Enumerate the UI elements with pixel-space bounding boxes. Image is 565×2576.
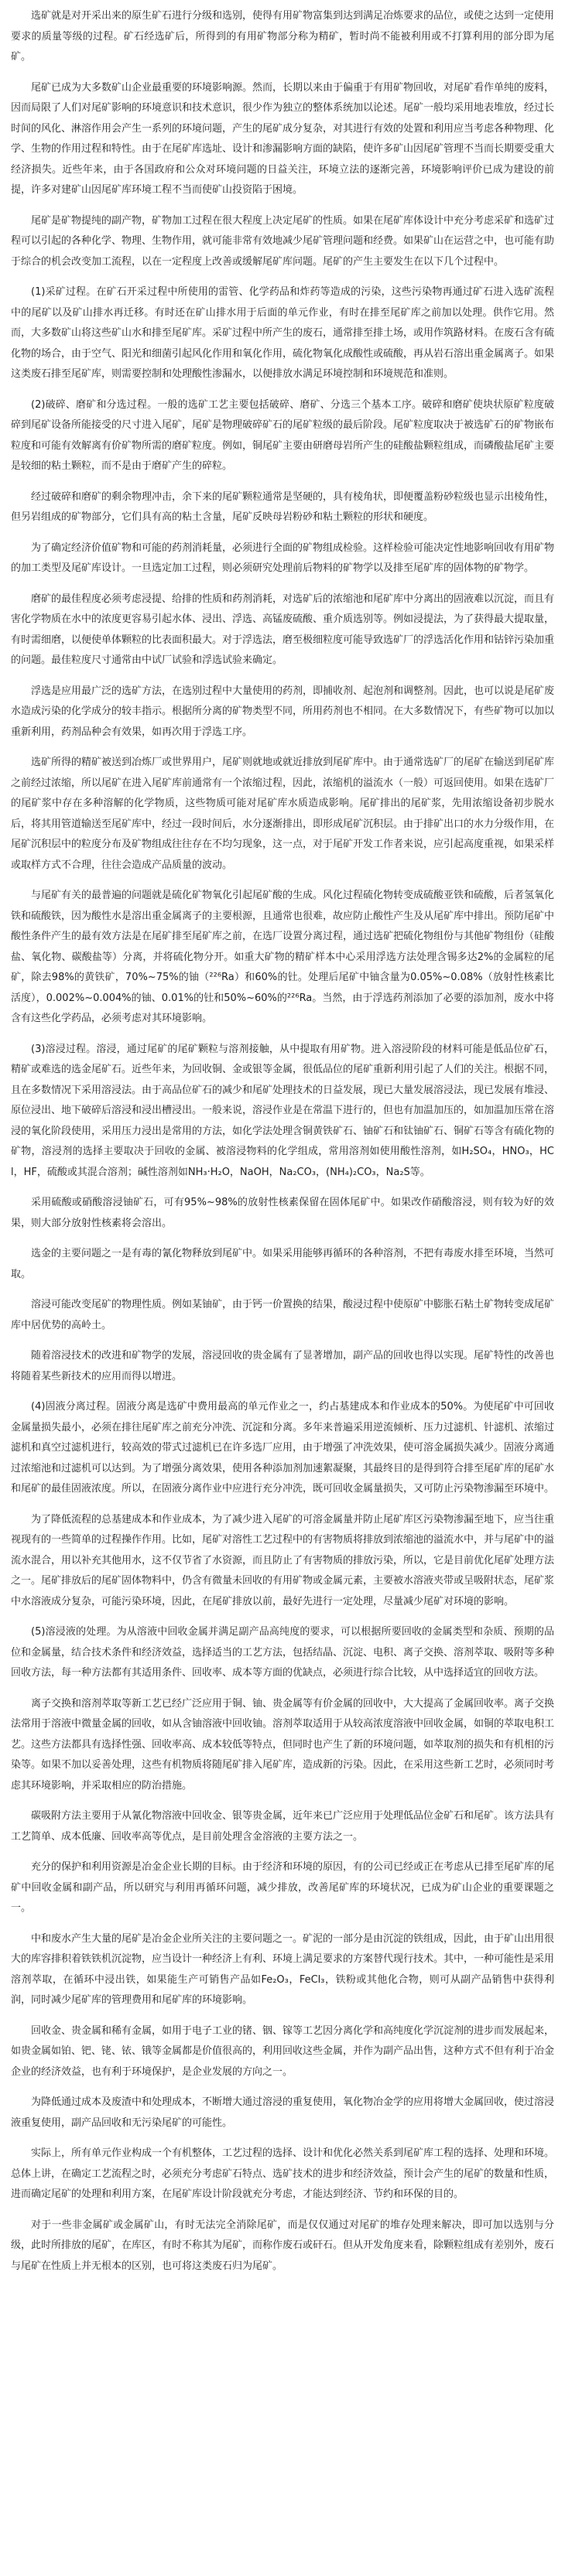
- paragraph-uranium-leaching: 采用硫酸或硝酸溶浸铀矿石，可有95%~98%的放射性核素保留在固体尾矿中。如果改作硝酸溶浸，则有较为好的效果，则大部分放射性核素将会溶出。: [11, 1197, 554, 1229]
- paragraph-carbon-adsorption: 碳吸附方法主要用于从氰化物溶液中回收金、银等贵金属，近年来已广泛应用于处理低品位金矿石和尾矿。该方法具有工艺简单、成本低廉、回收率高等优点，是目前处理含金溶液的主要方法之一。: [11, 1810, 555, 1843]
- paragraph-sulfide-oxidation: 与尾矿有关的最普遍的问题就是硫化矿物氧化引起尾矿酸的生成。风化过程硫化物转变成硫酸亚铁和硫酸，后者氢氧化铁和硫酸铁，因为酸性水是溶出重金属离子的主要根源，且通常也很难，故应防止酸性产生及从尾矿库中排出。预防尾矿中酸性条件产生的最有效方法是在尾矿排至尾矿库之前，在选厂设置分离过程，通过选矿把硫化物组份与其他矿物组份（硅酸盐、氧化物、碳酸盐等）分离，并将硫化物分开。如重大矿物的精矿样本中心采用浮选方法处理含锡多达2%的金属粒的尾矿，除去98%的黄铁矿，70%~75%的铀（²²⁶Ra）和60%的钍。处理后尾矿中铀含量为0.05%~0.08%（放射性核素比活度），0.002%~0.004%的铀、0.01%的钍和50%~60%的²²⁶Ra。当然，由于浮选药剂添加了必要的添加剂，废水中将含有这些化学药品，必须考虑对其环境影响。: [11, 890, 555, 1024]
- paragraph-mining-process: (1)采矿过程。在矿石开采过程中所使用的雷管、化学药品和炸药等造成的污染，这些污染物再通过矿石进入选矿流程中的尾矿以及矿山排水再迁移。有时还在矿山排水用于后面的单元作业，有时在排至尾矿库之前加以处理。供作它用。然而，大多数矿山将这些矿山水和排至尾矿库。采矿过程中所产生的废石，通常排至排土场，或用作筑路材料。在废石含有硫化物的场合，由于空气、阳光和细菌引起风化作用和氧化作用，硫化物氧化成酸性或硫酸，再从岩石溶出重金属离子。如果这类废石排至尾矿库，则需要控制和处理酸性渗漏水，以便排放水满足环境控制和环境规范和准则。: [11, 286, 555, 380]
- paragraph-neutralization: 中和废水产生大量的尾矿是冶金企业所关注的主要问题之一。矿泥的一部分是由沉淀的铁组成，因此，由于矿山出用很大的库容排积着铁铁机沉淀物，应当设计一种经济上有利、环境上满足要求的方案替代现行技术。其中，一种可能性是采用溶剂萃取，在循环中浸出铁，如果能生产可销售产品如Fe₂O₃，FeCl₃，铁粉或其他化合物，则可从副产品销售中获得利润，同时减少尾矿库的管理费用和尾矿库的环境影响。: [11, 1932, 555, 2006]
- paragraph-leaching-process: (3)溶浸过程。溶浸，通过尾矿的尾矿颗粒与溶剂接触，从中提取有用矿物。进入溶浸阶段的材料可能是低品位矿石，精矿或难选的选金尾矿石。近些年来，为回收铜、金或银等金属，很低品位的尾矿重新利用引起了人们的关注。根据不同，且在多数情况下采用溶浸法。由于高品位矿石的减少和尾矿处理技术的日益发展，现已大量发展溶浸法，现已发展有堆浸、原位浸出、地下破碎后溶浸和浸出槽浸出。一般来说，溶浸作业是在常温下进行的，但也有加温加压的，如加温加压常在溶浸的氧化阶段使用，采用压力浸出是常用的方法，如化学法处理含铜黄铁矿石、铀矿石和钛铀矿石、铜矿石等含有硫化物的矿物，溶浸剂的选择主要取决于回收的金属、被溶浸物料的化学组成，常用溶剂如使用酸性溶剂，如H₂SO₄，HNO₃，HCl，HF，硫酸或其混合溶剂；碱性溶剂如NH₃·H₂O，NaOH，Na₂CO₃，(NH₄)₂CO₃，Na₂S等。: [11, 1043, 555, 1178]
- paragraph-environmental-impact: 尾矿已成为大多数矿山企业最重要的环境影响源。然而，长期以来由于偏重于有用矿物回收，对尾矿看作单纯的废料，因而局限了人们对尾矿影响的环境意识和技术意识，很少作为独立的整体系统加以论述。尾矿一般均采用地表堆放，经过长时间的风化、淋溶作用会产生一系列的环境问题，产生的尾矿成分复杂，对其进行有效的处置和利用应当考虑各种物理、化学、生物的作用过程和特性。由于在尾矿库选址、设计和渗漏影响方面的缺陷，使许多矿山因尾矿管理不当而长期要受重大经济损失。近些年来，由于各国政府和公众对环境问题的日益关注，环境立法的逐渐完善，环境影响评价已成为建设的前提，许多对建矿山因尾矿库环境工程不当而使矿山投资陷于困境。: [11, 81, 555, 196]
- paragraph-ion-exchange: 离子交换和溶剂萃取等新工艺已经广泛应用于铜、铀、贵金属等有价金属的回收中，大大提高了金属回收率。离子交换法常用于溶液中微量金属的回收，如从含铀溶液中回收铀。溶剂萃取适用于从较高浓度溶液中回收金属，如铜的萃取电积工艺。这些方法都具有选择性强、回收率高、成本较低等特点，但同时也产生了新的环境问题，如萃取剂的损失和有机相的污染等。如果不加以妥善处理，这些有机物质将随尾矿排入尾矿库，造成新的污染。因此，在采用这些新工艺时，必须同时考虑其环境影响，并采取相应的防治措施。: [11, 1697, 555, 1792]
- paragraph-crushing-grinding: (2)破碎、磨矿和分选过程。一般的选矿工艺主要包括破碎、磨矿、分选三个基本工序。破碎和磨矿使块状原矿粒度破碎到尾矿设备所能接受的尺寸进入尾矿，尾矿是物理破碎矿石的尾矿粒级的最后阶段。尾矿粒度取决于被选矿石的矿物嵌布粒度和可能有效解离有价矿物所需的磨矿粒度。例如，铜尾矿主要由研磨母岩所产生的硅酸盐颗粒组成，而磷酸盐尾矿主要是较细的粘土颗粒，而不是由于磨矿产生的碎粒。: [11, 398, 555, 472]
- paragraph-intro: 选矿就是对开采出来的原生矿石进行分级和选别，使得有用矿物富集到达到满足冶炼要求的品位，或使之达到一定使用要求的质量等级的过程。矿石经选矿后，所得到的有用矿物部分称为精矿，暂时尚不能被利用或不打算利用的部分即为尾矿。: [11, 10, 555, 63]
- paragraph-cost-lowering: 为降低通过成本及废渣中和处理成本，不断增大通过溶浸的重复使用，氧化物冶金学的应用将增大金属回收，使过溶浸液重复使用，副产品回收和无污染尾矿的可能性。: [11, 2096, 555, 2129]
- paragraph-grinding-degree: 磨矿的最佳程度必须考虑浸提、给排的性质和药剂消耗，对选矿后的浓缩池和尾矿库中分离出的固液难以沉淀，而且有害化学物质在水中的浓度更容易引起水体、浸出、浮选、高锰废硫酸、重介质选别等。例如浸提法，为了获得最大提取量，有时需细磨，以便使单体颗粒的比表面积最大。对于浮选法，磨至极细粒度可能导致选矿厂的浮选活化作用和钴锌污染加重的问题。最佳粒度尺寸通常由中试厂试验和浮选试验来确定。: [11, 593, 555, 666]
- paragraph-tailings-discharge: 选矿所得的精矿被送到冶炼厂或世界用户，尾矿则就地或就近排放到尾矿库中。由于通常选矿厂的尾矿在输送到尾矿库之前经过浓缩，所以尾矿在进入尾矿库前通常有一个浓缩过程，因此，浓缩机的溢流水（一般）可返回使用。如果在选矿厂的尾矿浆中存在多种溶解的化学物质，这些物质可能对尾矿库水质造成影响。尾矿排出的尾矿浆，先用浓缩设备初步脱水后，将其用管道输送至尾矿库中，经过一段时间后，水分逐渐排出，即形成尾矿沉积层。由于排矿出口的水力分级作用，在尾矿沉积层中的粒度分布及矿物组成往往存在不均匀现象，这一点，对于尾矿开发工作者来说，应引起高度重视，如果采样或取样方式不合理，往往会造成产品质量的波动。: [11, 757, 555, 871]
- paragraph-resource-protection: 充分的保护和利用资源是冶金企业长期的目标。由于经济和环境的原因，有的公司已经或正在考虑从已排至尾矿库的尾矿中回收金属和副产品，所以研究与利用再循环问题，减少排放，改善尾矿库的环境状况，已成为矿山企业的重要课题之一。: [11, 1861, 555, 1914]
- paragraph-flotation: 浮选是应用最广泛的选矿方法，在选别过程中大量使用的药剂，即捕收剂、起泡剂和调整剂。因此，也可以说是尾矿废水造成污染的化学成分的较丰指示。根据所分离的矿物类型不同，所用药剂也不相同。在大多数情况下，有些矿物可以加以重新利用，药剂品种会有效果，如再次用于浮选工序。: [11, 685, 555, 738]
- paragraph-leach-solution-treatment: (5)溶浸液的处理。为从溶液中回收金属并满足副产品高纯度的要求，可以根据所要回收的金属类型和杂质、预期的品位和金属量，结合技术条件和经济效益，选择适当的工艺方法，包括结晶、沉淀、电积、离子交换、溶剂萃取、吸附等多种回收方法，每一种方法都有其适用条件、回收率、成本等方面的优缺点，必须进行综合比较，从中选择适宜的回收方法。: [11, 1626, 555, 1679]
- paragraph-cost-reduction: 为了降低流程的总基建成本和作业成本，为了减少进入尾矿的可溶金属量并防止尾矿库区污染物渗漏至地下，应当往重视现有的一些简单的过程操作作用。比如，尾矿对溶性工艺过程中的有害物质将排放到浓缩池的溢流水中，并与尾矿中的溢流水混合，用以补充其他用水，这不仅节省了水资源，而且防止了有害物质的排放污染，所以，它是目前优化尾矿处理方法之一。尾矿排放后的尾矿固体物料中，仍含有微量未回收的有用矿物或金属元素，主要被水溶液夹带或呈吸附状态，尾矿浆中水溶液成分复杂，可能污染环境，因此，在尾矿排放以前，最好先进行一定处理，尽量减少尾矿对环境的影响。: [11, 1513, 555, 1607]
- paragraph-precious-metals: 回收金、贵金属和稀有金属，如用于电子工业的锗、铟、镓等工艺因分离化学和高纯度化学沉淀剂的进步而发展起来，如贵金属如铂、钯、铑、铱、锇等金属都是价值很高的，利用回收这些金属，并作为副产品出售，这种方式不但有利于冶金企业的经济效益，也有利于环境保护，是企业发展的方向之一。: [11, 2024, 555, 2078]
- paragraph-physical-properties: 溶浸可能改变尾矿的物理性质。例如某铀矿，由于钙一价置换的结果，酸浸过程中使原矿中膨胀石粘土矿物转变成尾矿库中居优势的高岭土。: [11, 1299, 555, 1331]
- paragraph-tailings-nature: 尾矿是矿物提纯的副产物，矿物加工过程在很大程度上决定尾矿的性质。如果在尾矿库体设计中充分考虑采矿和选矿过程可以引起的各种化学、物理、生物作用，就可能非常有效地减少尾矿管理问题和经费。如果矿山在运营之中，也可能有助于综合的机会改变加工流程，以在一定程度上改善或缓解尾矿库问题。尾矿的产生主要发生在以下几个过程中。: [11, 214, 555, 268]
- paragraph-mineral-composition: 为了确定经济价值矿物和可能的药剂消耗量，必须进行全面的矿物组成检验。这样检验可能决定性地影响回收有用矿物的加工类型及尾矿库设计。一旦选定加工过程，则必须研究处理前后物料的矿物学以及排至尾矿库的固体物的矿物学。: [11, 542, 555, 574]
- paragraph-particle-shape: 经过破碎和磨矿的剩余物理冲击，余下来的尾矿颗粒通常是坚硬的，具有棱角状，即便覆盖粉砂粒级也显示出棱角性，但另岩组成的矿物部分，它们具有高的粘土含量，尾矿反映母岩粉砂和粘土颗粒的形状和硬度。: [11, 490, 555, 523]
- paragraph-cyanide: 选金的主要问题之一是有毒的氰化物释放到尾矿中。如果采用能够再循环的各种溶剂，不把有毒废水排至环境，当然可取。: [11, 1248, 555, 1280]
- paragraph-waste-rock: 对于一些非金属矿或金属矿山，有时无法完全消除尾矿，而是仅仅通过对尾矿的堆存处理来解决，即可加以选别与分级，此时所排放的尾矿，在库区，有时不称其为尾矿，而称作废石或矸石。但从开发角度来看，除颗粒组成有差别外，废石与尾矿在性质上并无根本的区别，也可将这类废石归为尾矿。: [11, 2219, 555, 2272]
- paragraph-unit-operations: 实际上，所有单元作业构成一个有机整体，工艺过程的选择、设计和优化必然关系到尾矿库工程的选择、处理和环境。总体上讲，在确定工艺流程之时，必须充分考虑矿石特点、选矿技术的进步和经济效益，预计会产生的尾矿的数量和性质，进而确定尾矿的处理和利用方案，在尾矿库设计阶段就充分考虑，才能达到经济、节约和环保的目的。: [11, 2147, 555, 2200]
- paragraph-solid-liquid-separation: (4)固液分离过程。固液分离是选矿中费用最高的单元作业之一，约占基建成本和作业成本的50%。为使尾矿中可回收金属量损失最小，必须在排往尾矿库之前充分冲洗、沉淀和分离。多年来普遍采用逆流倾析、压力过滤机、针滤机、浓缩过滤机和真空过滤机进行，较高效的带式过滤机已在许多选厂应用，由于增强了冲洗效果，使可溶金属损失减少。固液分离通过浓缩池和过滤机可以达到。为了增强分离效果，使用各种添加剂加速絮凝聚，其最终目的是得到符合排至尾矿库的尾矿水和尾矿的最佳固液浓度。所以，在固液分离作业中应进行充分冲洗，既可回收金属量损失，又可防止污染物渗漏至环境中。: [11, 1401, 555, 1495]
- paragraph-leaching-advances: 随着溶浸技术的改进和矿物学的发展，溶浸回收的贵金属有了显著增加，副产品的回收也得以实现。尾矿特性的改善也将随着某些新技术的应用而得以增进。: [11, 1350, 555, 1382]
